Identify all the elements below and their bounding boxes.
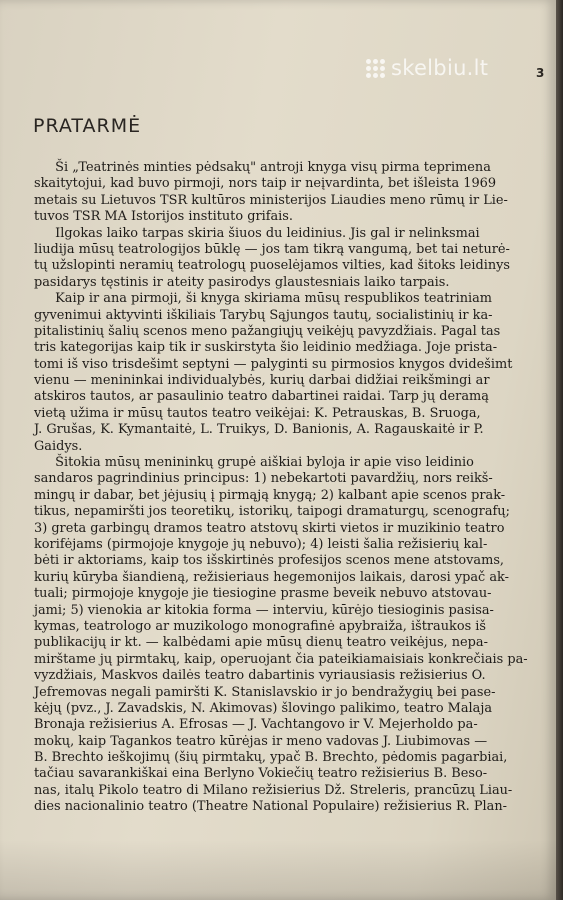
text-line: Ši „Teatrinės minties pėdsakų" antroji knyga visų pirma teprimena bbox=[55, 160, 491, 175]
text-line: dies nacionalinio teatro (Theatre National Populaire) režisierius R. Plan- bbox=[34, 799, 507, 815]
text-line: sandaros pagrindinius principus: 1) nebekartoti pavardžių, nors reikš- bbox=[34, 471, 493, 487]
text-line: mingų ir dabar, bet jėjusių į pirmąją knygą; 2) kalbant apie scenos prak- bbox=[34, 487, 506, 503]
text-line: mirštame jų pirmtakų, kaip, operuojant čia pateikiamaisiais konkrečiais pa- bbox=[34, 651, 528, 667]
text-line: pasidarys tęstinis ir ateity pasirodys glaustesniais laiko tarpais. bbox=[34, 274, 450, 290]
text-line: publikacijų ir kt. — kalbėdami apie mūsų dienų teatro veikėjus, nepa- bbox=[34, 635, 488, 651]
text-line: gyvenimui aktyvinti iškiliais Tarybų Sąjungos tautų, socialistinių ir ka- bbox=[34, 307, 493, 323]
page-title: PRATARMĖ bbox=[33, 115, 142, 137]
text-line: kurių kūryba šiandieną, režisieriaus hegemonijos laikais, darosi ypač ak- bbox=[34, 569, 509, 585]
text-line: jami; 5) vienokia ar kitokia forma — interviu, kūrėjo tiesioginis pasisa- bbox=[34, 602, 494, 618]
text-line: pitalistinių šalių scenos meno pažangiųjų veikėjų pavyzdžiais. Pagal tas bbox=[34, 323, 501, 339]
text-line: liudija mūsų teatrologijos būklę — jos tam tikrą vangumą, bet tai neturė- bbox=[34, 241, 510, 257]
text-line: vienu — menininkai individualybės, kurių darbai didžiai reikšmingi ar bbox=[34, 373, 490, 389]
text-line: vietą užima ir mūsų tautos teatro veikėjai: K. Petrauskas, B. Sruoga, bbox=[34, 405, 481, 421]
text-line: Jefremovas negali pamiršti K. Stanislavskio ir jo bendražygių bei pase- bbox=[34, 684, 496, 700]
text-line: mokų, kaip Tagankos teatro kūrėjas ir meno vadovas J. Liubimovas — bbox=[34, 733, 488, 749]
page-number: 3 bbox=[536, 66, 545, 80]
dots-icon bbox=[366, 59, 385, 78]
text-line: Šitokia mūsų menininkų grupė aiškiai byloja ir apie viso leidinio bbox=[55, 455, 474, 471]
text-line: Bronaja režisierius A. Efrosas — J. Vachtangovo ir V. Mejerholdo pa- bbox=[34, 717, 478, 733]
body-text bbox=[34, 160, 554, 816]
text-line: Gaidys. bbox=[34, 438, 83, 454]
text-line: tris kategorijas kaip tik ir suskirstyta šio leidinio medžiaga. Joje prista- bbox=[34, 340, 498, 356]
text-line: Kaip ir ana pirmoji, ši knyga skiriama mūsų respublikos teatriniam bbox=[55, 291, 493, 307]
text-line: vyzdžiais, Maskvos dailės teatro dabartinis vyriausiasis režisierius O. bbox=[34, 668, 486, 684]
text-line: tačiau savarankiškai eina Berlyno Vokiečių teatro režisierius B. Beso- bbox=[34, 766, 488, 782]
text-line: atskiros tautos, ar pasaulinio teatro dabartinei raidai. Tarp jų deramą bbox=[34, 389, 489, 405]
text-line: korifėjams (pirmojoje knygoje jų nebuvo); 4) leisti šalia režisierių kal- bbox=[34, 536, 488, 552]
text-line: kėjų (pvz., J. Zavadskis, N. Akimovas) šlovingo palikimo, teatro Malaja bbox=[34, 700, 493, 716]
text-line: J. Grušas, K. Kymantaitė, L. Truikys, D. Banionis, A. Ragauskaitė ir P. bbox=[34, 422, 484, 438]
text-line: kymas, teatrologo ar muzikologo monografinė apybraiža, ištraukos iš bbox=[34, 618, 487, 634]
text-line: metais su Lietuvos TSR kultūros ministerijos Liaudies meno rūmų ir Lie- bbox=[34, 192, 508, 208]
watermark-text: skelbiu.lt bbox=[391, 56, 489, 80]
text-line: tų užslopinti neramių teatrologų puoselėjamos vilties, kad šitoks leidinys bbox=[34, 258, 511, 274]
text-line: B. Brechto ieškojimų (šių pirmtakų, ypač B. Brechto, pėdomis pagarbiai, bbox=[34, 750, 508, 766]
watermark bbox=[366, 56, 488, 80]
text-line: tikus, nepamiršti jos teoretikų, istorikų, taipogi dramaturgų, scenografų; bbox=[34, 504, 510, 520]
text-line: 3) greta garbingų dramos teatro atstovų skirti vietos ir muzikinio teatro bbox=[34, 520, 505, 536]
text-line: tuvos TSR MA Istorijos instituto grifais. bbox=[34, 209, 294, 225]
text-line: skaitytojui, kad buvo pirmoji, nors taip ir neįvardinta, bet išleista 1969 bbox=[34, 176, 497, 192]
text-line: Ilgokas laiko tarpas skiria šiuos du leidinius. Jis gal ir nelinksmai bbox=[55, 225, 480, 241]
text-line: tomi iš viso trisdešimt septyni — palyginti su pirmosios knygos dvidešimt bbox=[34, 356, 513, 372]
text-line: tuali; pirmojoje knygoje jie tiesiogine prasme beveik nebuvo atstovau- bbox=[34, 586, 492, 602]
page-edge-shadow bbox=[556, 0, 563, 900]
text-line: bėti ir aktoriams, kaip tos išskirtinės profesijos scenos mene atstovams, bbox=[34, 553, 505, 569]
text-line: nas, italų Pikolo teatro di Milano režisierius Dž. Streleris, prancūzų Liau- bbox=[34, 782, 513, 798]
